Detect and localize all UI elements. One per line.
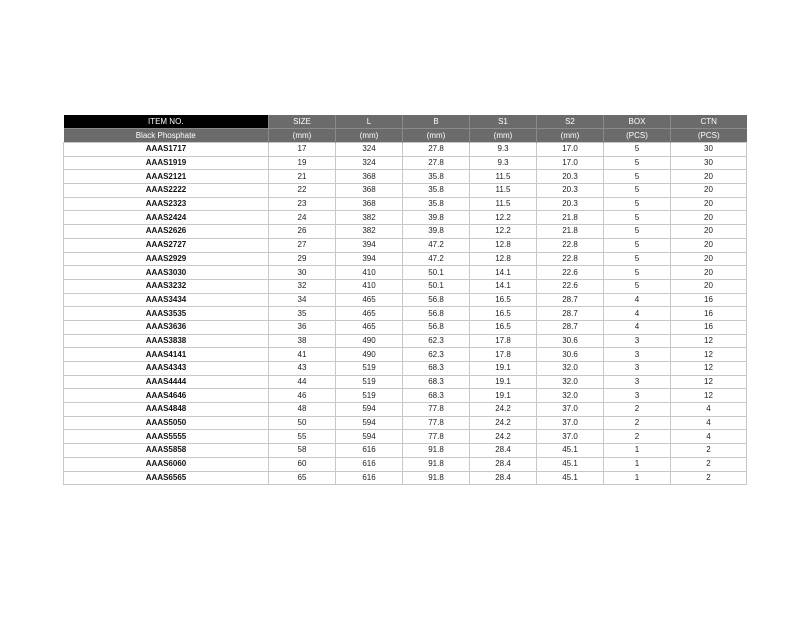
table-row: [64, 416, 747, 430]
l-cell: 465: [336, 307, 403, 321]
s2-cell: 22.8: [537, 252, 604, 266]
s1-cell: 11.5: [470, 184, 537, 198]
l-cell: 465: [336, 320, 403, 334]
ctn-cell: 30: [671, 143, 747, 157]
col-unit-size: (mm): [269, 129, 336, 143]
b-cell: 91.8: [403, 471, 470, 485]
size-cell: 38: [269, 334, 336, 348]
box-cell: 5: [604, 184, 671, 198]
table-body: [64, 143, 747, 485]
size-cell: 46: [269, 389, 336, 403]
l-cell: 324: [336, 156, 403, 170]
col-header-item-no: ITEM NO.: [64, 115, 269, 129]
ctn-cell: 16: [671, 320, 747, 334]
size-cell: 55: [269, 430, 336, 444]
size-cell: 27: [269, 238, 336, 252]
col-unit-b: (mm): [403, 129, 470, 143]
b-cell: 35.8: [403, 197, 470, 211]
box-cell: 2: [604, 430, 671, 444]
b-cell: 62.3: [403, 348, 470, 362]
b-cell: 35.8: [403, 170, 470, 184]
s2-cell: 32.0: [537, 362, 604, 376]
item-no-cell: AAAS3232: [64, 279, 269, 293]
s1-cell: 24.2: [470, 416, 537, 430]
s1-cell: 12.8: [470, 252, 537, 266]
box-cell: 4: [604, 320, 671, 334]
table-row: [64, 320, 747, 334]
l-cell: 594: [336, 430, 403, 444]
size-cell: 58: [269, 444, 336, 458]
s1-cell: 12.2: [470, 211, 537, 225]
s1-cell: 11.5: [470, 197, 537, 211]
box-cell: 5: [604, 170, 671, 184]
s1-cell: 12.2: [470, 225, 537, 239]
col-header-size: SIZE: [269, 115, 336, 129]
ctn-cell: 20: [671, 170, 747, 184]
size-cell: 23: [269, 197, 336, 211]
size-cell: 41: [269, 348, 336, 362]
b-cell: 39.8: [403, 211, 470, 225]
size-cell: 32: [269, 279, 336, 293]
col-unit-l: (mm): [336, 129, 403, 143]
s1-cell: 28.4: [470, 444, 537, 458]
ctn-cell: 2: [671, 471, 747, 485]
col-header-l: L: [336, 115, 403, 129]
l-cell: 394: [336, 238, 403, 252]
box-cell: 5: [604, 211, 671, 225]
s2-cell: 22.8: [537, 238, 604, 252]
size-cell: 26: [269, 225, 336, 239]
item-no-cell: AAAS4141: [64, 348, 269, 362]
s1-cell: 12.8: [470, 238, 537, 252]
s2-cell: 32.0: [537, 389, 604, 403]
ctn-cell: 20: [671, 197, 747, 211]
item-no-cell: AAAS1717: [64, 143, 269, 157]
s2-cell: 17.0: [537, 143, 604, 157]
ctn-cell: 4: [671, 430, 747, 444]
table-row: [64, 348, 747, 362]
s1-cell: 14.1: [470, 279, 537, 293]
col-header-b: B: [403, 115, 470, 129]
s2-cell: 45.1: [537, 444, 604, 458]
b-cell: 91.8: [403, 457, 470, 471]
s2-cell: 21.8: [537, 225, 604, 239]
box-cell: 2: [604, 403, 671, 417]
ctn-cell: 16: [671, 293, 747, 307]
table-row: [64, 279, 747, 293]
table-row: [64, 211, 747, 225]
col-unit-s1: (mm): [470, 129, 537, 143]
box-cell: 5: [604, 266, 671, 280]
ctn-cell: 16: [671, 307, 747, 321]
box-cell: 5: [604, 238, 671, 252]
size-cell: 50: [269, 416, 336, 430]
b-cell: 47.2: [403, 252, 470, 266]
box-cell: 3: [604, 389, 671, 403]
s2-cell: 32.0: [537, 375, 604, 389]
table-row: [64, 389, 747, 403]
ctn-cell: 20: [671, 238, 747, 252]
table-row: [64, 362, 747, 376]
l-cell: 410: [336, 266, 403, 280]
size-cell: 17: [269, 143, 336, 157]
table-row: [64, 266, 747, 280]
s2-cell: 20.3: [537, 184, 604, 198]
col-header-s1: S1: [470, 115, 537, 129]
size-cell: 35: [269, 307, 336, 321]
header-row-labels: [64, 115, 747, 129]
item-no-cell: AAAS6060: [64, 457, 269, 471]
item-no-cell: AAAS2626: [64, 225, 269, 239]
s2-cell: 20.3: [537, 197, 604, 211]
item-no-cell: AAAS4444: [64, 375, 269, 389]
s1-cell: 17.8: [470, 334, 537, 348]
item-no-cell: AAAS3636: [64, 320, 269, 334]
item-no-cell: AAAS2323: [64, 197, 269, 211]
l-cell: 616: [336, 471, 403, 485]
ctn-cell: 12: [671, 334, 747, 348]
table-row: [64, 444, 747, 458]
table-header: [64, 115, 747, 143]
ctn-cell: 2: [671, 457, 747, 471]
col-header-box: BOX: [604, 115, 671, 129]
box-cell: 4: [604, 307, 671, 321]
ctn-cell: 20: [671, 225, 747, 239]
b-cell: 47.2: [403, 238, 470, 252]
l-cell: 519: [336, 362, 403, 376]
ctn-cell: 2: [671, 444, 747, 458]
box-cell: 3: [604, 348, 671, 362]
table-row: [64, 293, 747, 307]
s1-cell: 19.1: [470, 362, 537, 376]
table-row: [64, 375, 747, 389]
l-cell: 368: [336, 170, 403, 184]
item-no-cell: AAAS2424: [64, 211, 269, 225]
size-cell: 44: [269, 375, 336, 389]
s2-cell: 30.6: [537, 348, 604, 362]
table-row: [64, 197, 747, 211]
table-row: [64, 252, 747, 266]
box-cell: 5: [604, 279, 671, 293]
ctn-cell: 12: [671, 348, 747, 362]
table-row: [64, 156, 747, 170]
size-cell: 60: [269, 457, 336, 471]
table-row: [64, 471, 747, 485]
s1-cell: 19.1: [470, 389, 537, 403]
s2-cell: 17.0: [537, 156, 604, 170]
box-cell: 3: [604, 334, 671, 348]
item-no-cell: AAAS5555: [64, 430, 269, 444]
box-cell: 5: [604, 225, 671, 239]
b-cell: 56.8: [403, 293, 470, 307]
col-header-ctn: CTN: [671, 115, 747, 129]
b-cell: 56.8: [403, 307, 470, 321]
s2-cell: 22.6: [537, 279, 604, 293]
item-no-cell: AAAS2929: [64, 252, 269, 266]
l-cell: 490: [336, 334, 403, 348]
s1-cell: 9.3: [470, 156, 537, 170]
ctn-cell: 30: [671, 156, 747, 170]
l-cell: 616: [336, 444, 403, 458]
b-cell: 91.8: [403, 444, 470, 458]
size-cell: 43: [269, 362, 336, 376]
table-row: [64, 307, 747, 321]
l-cell: 465: [336, 293, 403, 307]
l-cell: 382: [336, 211, 403, 225]
table-row: [64, 334, 747, 348]
table-row: [64, 457, 747, 471]
b-cell: 27.8: [403, 156, 470, 170]
spec-table: [63, 115, 747, 485]
item-no-cell: AAAS6565: [64, 471, 269, 485]
s2-cell: 28.7: [537, 320, 604, 334]
box-cell: 5: [604, 143, 671, 157]
s2-cell: 30.6: [537, 334, 604, 348]
s2-cell: 45.1: [537, 457, 604, 471]
s1-cell: 14.1: [470, 266, 537, 280]
s2-cell: 37.0: [537, 416, 604, 430]
s2-cell: 21.8: [537, 211, 604, 225]
col-unit-ctn: (PCS): [671, 129, 747, 143]
item-no-cell: AAAS3535: [64, 307, 269, 321]
col-unit-box: (PCS): [604, 129, 671, 143]
box-cell: 1: [604, 444, 671, 458]
s2-cell: 22.6: [537, 266, 604, 280]
s2-cell: 37.0: [537, 403, 604, 417]
s2-cell: 28.7: [537, 307, 604, 321]
ctn-cell: 20: [671, 211, 747, 225]
size-cell: 21: [269, 170, 336, 184]
s1-cell: 28.4: [470, 457, 537, 471]
l-cell: 368: [336, 197, 403, 211]
ctn-cell: 4: [671, 416, 747, 430]
s1-cell: 24.2: [470, 403, 537, 417]
b-cell: 77.8: [403, 403, 470, 417]
ctn-cell: 20: [671, 184, 747, 198]
b-cell: 39.8: [403, 225, 470, 239]
header-row-units: [64, 129, 747, 143]
b-cell: 56.8: [403, 320, 470, 334]
s2-cell: 37.0: [537, 430, 604, 444]
item-no-cell: AAAS1919: [64, 156, 269, 170]
item-no-cell: AAAS5050: [64, 416, 269, 430]
item-no-cell: AAAS4646: [64, 389, 269, 403]
item-no-cell: AAAS3434: [64, 293, 269, 307]
item-no-cell: AAAS3838: [64, 334, 269, 348]
size-cell: 30: [269, 266, 336, 280]
item-no-cell: AAAS4343: [64, 362, 269, 376]
ctn-cell: 12: [671, 362, 747, 376]
s1-cell: 24.2: [470, 430, 537, 444]
item-no-cell: AAAS2121: [64, 170, 269, 184]
l-cell: 519: [336, 389, 403, 403]
l-cell: 324: [336, 143, 403, 157]
size-cell: 48: [269, 403, 336, 417]
size-cell: 34: [269, 293, 336, 307]
ctn-cell: 12: [671, 389, 747, 403]
s1-cell: 9.3: [470, 143, 537, 157]
box-cell: 5: [604, 197, 671, 211]
b-cell: 77.8: [403, 430, 470, 444]
box-cell: 1: [604, 457, 671, 471]
s1-cell: 28.4: [470, 471, 537, 485]
size-cell: 22: [269, 184, 336, 198]
b-cell: 50.1: [403, 266, 470, 280]
b-cell: 27.8: [403, 143, 470, 157]
table-row: [64, 225, 747, 239]
size-cell: 65: [269, 471, 336, 485]
b-cell: 77.8: [403, 416, 470, 430]
col-unit-s2: (mm): [537, 129, 604, 143]
size-cell: 24: [269, 211, 336, 225]
box-cell: 5: [604, 252, 671, 266]
l-cell: 616: [336, 457, 403, 471]
ctn-cell: 20: [671, 279, 747, 293]
b-cell: 35.8: [403, 184, 470, 198]
item-no-cell: AAAS2222: [64, 184, 269, 198]
s1-cell: 19.1: [470, 375, 537, 389]
s2-cell: 28.7: [537, 293, 604, 307]
table-row: [64, 143, 747, 157]
ctn-cell: 12: [671, 375, 747, 389]
table-row: [64, 238, 747, 252]
l-cell: 382: [336, 225, 403, 239]
size-cell: 29: [269, 252, 336, 266]
s1-cell: 16.5: [470, 307, 537, 321]
s1-cell: 17.8: [470, 348, 537, 362]
col-header-s2: S2: [537, 115, 604, 129]
box-cell: 4: [604, 293, 671, 307]
b-cell: 68.3: [403, 362, 470, 376]
item-no-cell: AAAS3030: [64, 266, 269, 280]
b-cell: 62.3: [403, 334, 470, 348]
l-cell: 519: [336, 375, 403, 389]
box-cell: 3: [604, 375, 671, 389]
ctn-cell: 4: [671, 403, 747, 417]
table-row: [64, 170, 747, 184]
l-cell: 594: [336, 403, 403, 417]
ctn-cell: 20: [671, 266, 747, 280]
ctn-cell: 20: [671, 252, 747, 266]
box-cell: 2: [604, 416, 671, 430]
s1-cell: 11.5: [470, 170, 537, 184]
l-cell: 394: [336, 252, 403, 266]
s1-cell: 16.5: [470, 320, 537, 334]
box-cell: 5: [604, 156, 671, 170]
s1-cell: 16.5: [470, 293, 537, 307]
col-subheader-finish: Black Phosphate: [64, 129, 269, 143]
table-row: [64, 403, 747, 417]
b-cell: 68.3: [403, 375, 470, 389]
item-no-cell: AAAS4848: [64, 403, 269, 417]
l-cell: 594: [336, 416, 403, 430]
b-cell: 68.3: [403, 389, 470, 403]
box-cell: 1: [604, 471, 671, 485]
table-row: [64, 430, 747, 444]
item-no-cell: AAAS2727: [64, 238, 269, 252]
s2-cell: 20.3: [537, 170, 604, 184]
l-cell: 368: [336, 184, 403, 198]
s2-cell: 45.1: [537, 471, 604, 485]
item-no-cell: AAAS5858: [64, 444, 269, 458]
l-cell: 490: [336, 348, 403, 362]
b-cell: 50.1: [403, 279, 470, 293]
box-cell: 3: [604, 362, 671, 376]
table-row: [64, 184, 747, 198]
l-cell: 410: [336, 279, 403, 293]
size-cell: 36: [269, 320, 336, 334]
size-cell: 19: [269, 156, 336, 170]
